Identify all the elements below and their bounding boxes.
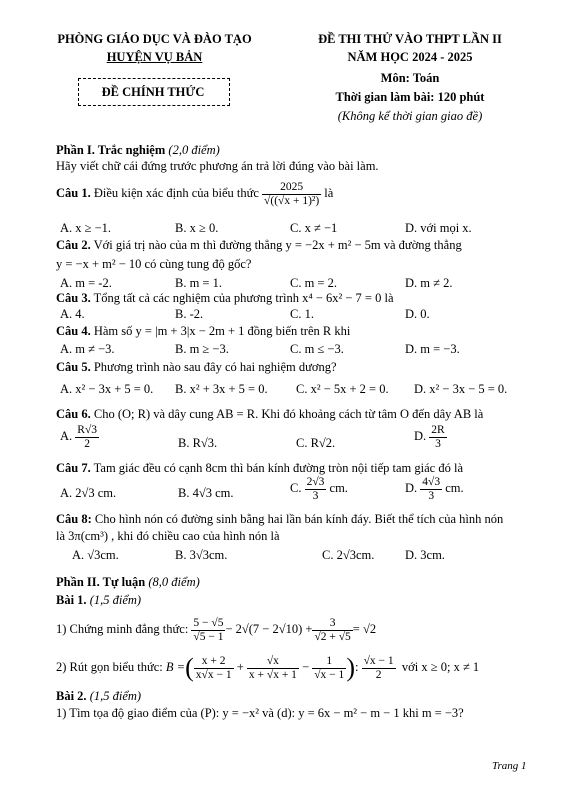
part2-title: Phần II. Tự luận: [56, 575, 146, 589]
bai1-q1-mid: − 2√(7 − 2√10) +: [225, 622, 313, 637]
q6-option-a-frac: [75, 424, 99, 450]
q1-option-b: B. x ≥ 0.: [175, 221, 219, 235]
q6-a-num: R√3: [77, 424, 98, 436]
q4-option-a: A. m ≠ −3.: [60, 342, 115, 356]
part1-heading: [56, 143, 220, 159]
q8-label: Câu 8:: [56, 512, 92, 526]
bai1-points: (1,5 điểm): [89, 593, 142, 607]
question-2: [56, 238, 462, 254]
q5-text: Phương trình nào sau đây có hai nghiệm dương?: [93, 360, 337, 374]
question-3: [56, 291, 394, 307]
question-6: [56, 407, 483, 423]
q1-option-c: C. x ≠ −1: [290, 221, 338, 235]
bai1-q2-lparen: (: [185, 653, 194, 682]
q1-frac-num: 2025: [262, 181, 321, 195]
q7-option-c-letter: C.: [290, 481, 302, 496]
q7-c-num: 2√3: [306, 476, 325, 488]
bai1-q1-f1-den: √5 − 1: [193, 630, 224, 643]
bai1-q1-frac1: [191, 617, 225, 643]
q1-frac-den: √((√x + 1)²): [264, 194, 320, 207]
q3-option-d: D. 0.: [405, 307, 430, 321]
q1-text: Điều kiện xác định của biểu thức: [93, 186, 259, 201]
bai1-heading: [56, 593, 141, 609]
bai1-q2-f3-num: 1: [312, 655, 346, 669]
q2-option-a: A. m = -2.: [60, 276, 112, 290]
q1-option-d: D. với mọi x.: [405, 221, 472, 235]
q2-option-d: D. m ≠ 2.: [405, 276, 453, 290]
q5-option-c: C. x² − 5x + 2 = 0.: [296, 382, 389, 396]
q7-text: Tam giác đều có cạnh 8cm thì bán kính đường tròn nội tiếp tam giác đó là: [93, 461, 463, 475]
q8-text: Cho hình nón có đường sinh bằng hai lần bán kính đáy. Biết thể tích của hình nón: [94, 512, 504, 526]
q2-option-c: C. m = 2.: [290, 276, 337, 290]
q7-d-den: 3: [428, 489, 435, 502]
q6-text: Cho (O; R) và dây cung AB = R. Khi đó khoảng cách từ tâm O đến dây AB là: [93, 407, 484, 421]
q4-label: Câu 4.: [56, 324, 91, 338]
q6-option-d-frac: [429, 424, 446, 450]
bai1-q1-f2-num: 3: [312, 617, 352, 631]
bai1-q2-rparen: ): [346, 653, 355, 682]
bai1-q2-f2-num: √x: [247, 655, 299, 669]
question-5: [56, 360, 337, 376]
q6-label: Câu 6.: [56, 407, 91, 421]
q4-option-d: D. m = −3.: [405, 342, 460, 356]
official-label: ĐỀ CHÍNH THỨC: [101, 85, 205, 99]
q7-option-d: [405, 476, 464, 502]
q8-option-a: A. √3cm.: [72, 548, 119, 562]
bai1-q2-frac1: [194, 655, 234, 681]
bai1-q2-f2-den: x + √x + 1: [248, 668, 297, 681]
bai1-q1: [56, 612, 376, 648]
question-8: [56, 512, 503, 528]
q2-text-line2: y = −x + m² − 10 có cùng tung độ gốc?: [56, 257, 252, 271]
q6-d-num: 2R: [431, 424, 445, 436]
bai2-q1: 1) Tìm tọa độ giao điểm của (P): y = −x² và (d): y = 6x − m² − m − 1 khi m = −3?: [56, 706, 464, 720]
q6-option-a: [60, 424, 99, 450]
bai1-q2-text: 2) Rút gọn biểu thức:: [56, 660, 163, 675]
part1-points: (2,0 điểm): [168, 143, 220, 157]
q8-option-c: C. 2√3cm.: [322, 548, 375, 562]
bai1-q2-frac2: [247, 655, 299, 681]
bai1-q2-f4-num: √x − 1: [363, 654, 394, 667]
bai1-q2-cond: với x ≥ 0; x ≠ 1: [401, 660, 480, 675]
bai2-title: Bài 2.: [56, 689, 87, 703]
q6-option-b: B. R√3.: [178, 436, 218, 450]
part1-instruction: Hãy viết chữ cái đứng trước phương án trả lời đúng vào bài làm.: [56, 159, 379, 173]
q6-a-den: 2: [84, 437, 91, 450]
q7-d-num: 4√3: [422, 476, 441, 488]
q7-option-d-frac: [420, 476, 442, 502]
q3-label: Câu 3.: [56, 291, 91, 305]
bai1-q2-f1-num: x + 2: [194, 655, 234, 669]
question-4: [56, 324, 350, 340]
q8-option-b: B. 3√3cm.: [175, 548, 228, 562]
q6-option-d: [414, 424, 447, 450]
bai2-heading: [56, 689, 141, 705]
exam-title: ĐỀ THI THỬ VÀO THPT LẦN II: [318, 32, 502, 46]
q1-tail: là: [324, 186, 334, 201]
duration-note: (Không kể thời gian giao đề): [337, 109, 483, 123]
q1-option-a: A. x ≥ −1.: [60, 221, 112, 235]
q2-text: Với giá trị nào của m thì đường thẳng y = −2x + m² − 5m và đường thẳng: [93, 238, 462, 252]
q4-text: Hàm số y = |m + 3|x − 2m + 1 đồng biến trên R khi: [93, 324, 351, 338]
q7-c-den: 3: [312, 489, 319, 502]
part2-points: (8,0 điểm): [148, 575, 200, 589]
q1-label: Câu 1.: [56, 186, 91, 201]
q3-text: Tổng tất cả các nghiệm của phương trình x⁴ − 6x² − 7 = 0 là: [93, 291, 394, 305]
q3-option-a: A. 4.: [60, 307, 85, 321]
q2-option-b: B. m = 1.: [175, 276, 222, 290]
bai1-q2-f1-den: x√x − 1: [195, 668, 232, 681]
bai1-q2-f4-den: 2: [375, 668, 382, 681]
q7-label: Câu 7.: [56, 461, 91, 475]
part1-title: Phần I. Trắc nghiệm: [56, 143, 166, 157]
bai1-q2-B: B =: [165, 660, 186, 675]
subject: Môn: Toán: [380, 71, 440, 85]
question-1: [56, 176, 333, 212]
q7-option-d-letter: D.: [405, 481, 418, 496]
q7-option-c-frac: [305, 476, 327, 502]
bai1-q1-f1-num: 5 − √5: [193, 616, 224, 629]
q1-fraction: [262, 181, 321, 207]
q7-c-unit: cm.: [329, 481, 348, 496]
q7-option-c: [290, 476, 348, 502]
bai1-q1-end: = √2: [352, 622, 377, 637]
bai2-points: (1,5 điểm): [89, 689, 142, 703]
q6-option-c: C. R√2.: [296, 436, 336, 450]
q3-option-c: C. 1.: [290, 307, 314, 321]
part2-heading: [56, 575, 200, 591]
q8-option-d: D. 3cm.: [405, 548, 445, 562]
bai1-q1-text: 1) Chứng minh đẳng thức:: [56, 622, 189, 637]
q3-option-b: B. -2.: [175, 307, 204, 321]
q4-option-b: B. m ≥ −3.: [175, 342, 229, 356]
school-year: NĂM HỌC 2024 - 2025: [347, 50, 473, 64]
bai1-q2: 2) Rút gọn biểu thức: B = ( $\frac{x + 2}{x√x - 1}$ + $\frac{√x}{x + √x + 1}$ − $\frac{1}{√x - 1}$ ) : $\frac{√x - 1}{2}$ với x ≥ 0; x ≠ 1: [56, 653, 480, 682]
bai1-q1-frac2: [312, 617, 352, 643]
page-number: Trang 1: [492, 760, 527, 772]
department-name: PHÒNG GIÁO DỤC VÀ ĐÀO TẠO: [57, 32, 252, 46]
duration: Thời gian làm bài: 120 phút: [335, 90, 485, 104]
q6-option-a-letter: A.: [60, 429, 73, 444]
q4-option-c: C. m ≤ −3.: [290, 342, 344, 356]
q7-d-unit: cm.: [445, 481, 464, 496]
question-7: [56, 461, 463, 477]
district-name: HUYỆN VỤ BẢN: [106, 50, 203, 64]
bai1-q1-f2-den: √2 + √5: [314, 630, 351, 643]
q5-label: Câu 5.: [56, 360, 91, 374]
q2-label: Câu 2.: [56, 238, 91, 252]
q6-d-den: 3: [435, 437, 441, 450]
q6-option-d-letter: D.: [414, 429, 427, 444]
q8-text-line2: là 3π(cm³) , khi đó chiều cao của hình nón là: [56, 529, 280, 543]
q7-option-b: B. 4√3 cm.: [178, 486, 234, 500]
q5-option-a: A. x² − 3x + 5 = 0.: [60, 382, 154, 396]
q5-option-b: B. x² + 3x + 5 = 0.: [175, 382, 268, 396]
bai1-title: Bài 1.: [56, 593, 87, 607]
bai1-q2-frac4: [362, 655, 396, 681]
q7-option-a: A. 2√3 cm.: [60, 486, 117, 500]
q5-option-d: D. x² − 3x − 5 = 0.: [414, 382, 508, 396]
bai1-q2-f3-den: √x − 1: [314, 668, 345, 681]
bai1-q2-frac3: [312, 655, 346, 681]
